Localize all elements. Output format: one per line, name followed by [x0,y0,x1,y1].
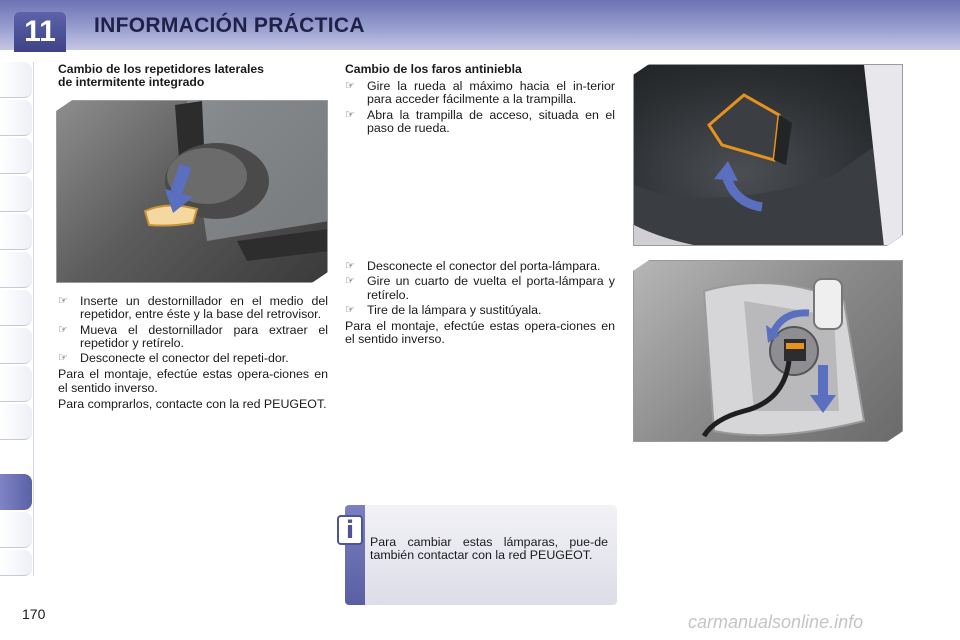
chapter-tabs [0,62,34,576]
paragraph: Para el montaje, efectúe estas opera-ciones en el sentido inverso. [58,367,328,395]
chapter-tab[interactable] [0,62,32,98]
pointing-hand-icon: ☞ [345,108,355,121]
chapter-tab[interactable] [0,138,32,174]
wheel-arch-illustration [634,65,903,246]
fog-lights-top-block [345,63,615,135]
list-item: ☞ Gire un cuarto de vuelta el porta-lámpara y retírelo. [345,274,615,302]
chapter-tab[interactable] [0,100,32,136]
list-item: ☞ Desconecte el conector del porta-lámpara. [345,259,601,273]
pointing-hand-icon: ☞ [345,260,355,272]
list-item: ☞ Gire la rueda al máximo hacia el in-terior para acceder fácilmente a la trampilla. [345,79,615,107]
chapter-tab-active[interactable] [0,474,32,510]
chapter-tab[interactable] [0,176,32,212]
chapter-badge: 11 [14,12,66,52]
page-number: 170 [22,606,46,622]
chapter-tab[interactable] [0,550,32,576]
list-item: ☞ Abra la trampilla de acceso, situada en el paso de rueda. [345,107,615,135]
chapter-tab[interactable] [0,252,32,288]
page-title: INFORMACIÓN PRÁCTICA [94,14,365,37]
side-mirror-illustration [57,101,328,283]
side-mirror-photo [56,100,328,283]
header-rule [0,50,960,53]
info-icon: i [337,515,363,545]
pointing-hand-icon: ☞ [58,323,68,336]
section-heading-repeaters-line2: de intermitente integrado [58,75,205,89]
chapter-tab[interactable] [0,366,32,402]
list-item: ☞ Tire de la lámpara y sustitúyala. [345,302,542,317]
left-body-block [58,293,328,411]
pointing-hand-icon: ☞ [58,352,68,365]
fog-lights-bottom-block [345,258,615,347]
paragraph: Para comprarlos, contacte con la red PEUGEOT. [58,397,327,412]
pointing-hand-icon: ☞ [345,275,355,288]
fog-lamp-photo [633,260,903,442]
paragraph: Para el montaje, efectúe estas opera-ciones en el sentido inverso. [345,319,615,347]
chapter-tab[interactable] [0,328,32,364]
section-heading-fog-lights: Cambio de los faros antiniebla [345,62,522,76]
wheel-arch-photo [633,64,903,246]
chapter-tab[interactable] [0,290,32,326]
list-item: ☞ Desconecte el conector del repeti-dor. [58,351,289,366]
pointing-hand-icon: ☞ [345,80,355,92]
chapter-tab[interactable] [0,214,32,250]
list-item: ☞ Mueva el destornillador para extraer el repetidor y retírelo. [58,322,328,350]
chapter-tab[interactable] [0,512,32,548]
chapter-tab[interactable] [0,404,32,440]
watermark: carmanualsonline.info [688,612,864,632]
info-box-text: Para cambiar estas lámparas, pue-de también contactar con la red PEUGEOT. [370,535,608,563]
list-item: ☞ Inserte un destornillador en el medio del repetidor, entre éste y la base del retrovisor. [58,294,328,322]
pointing-hand-icon: ☞ [345,303,355,316]
left-heading-block [58,63,328,89]
pointing-hand-icon: ☞ [58,295,68,307]
section-heading-repeaters-line1: Cambio de los repetidores laterales [58,62,264,76]
fog-lamp-illustration [634,261,903,442]
